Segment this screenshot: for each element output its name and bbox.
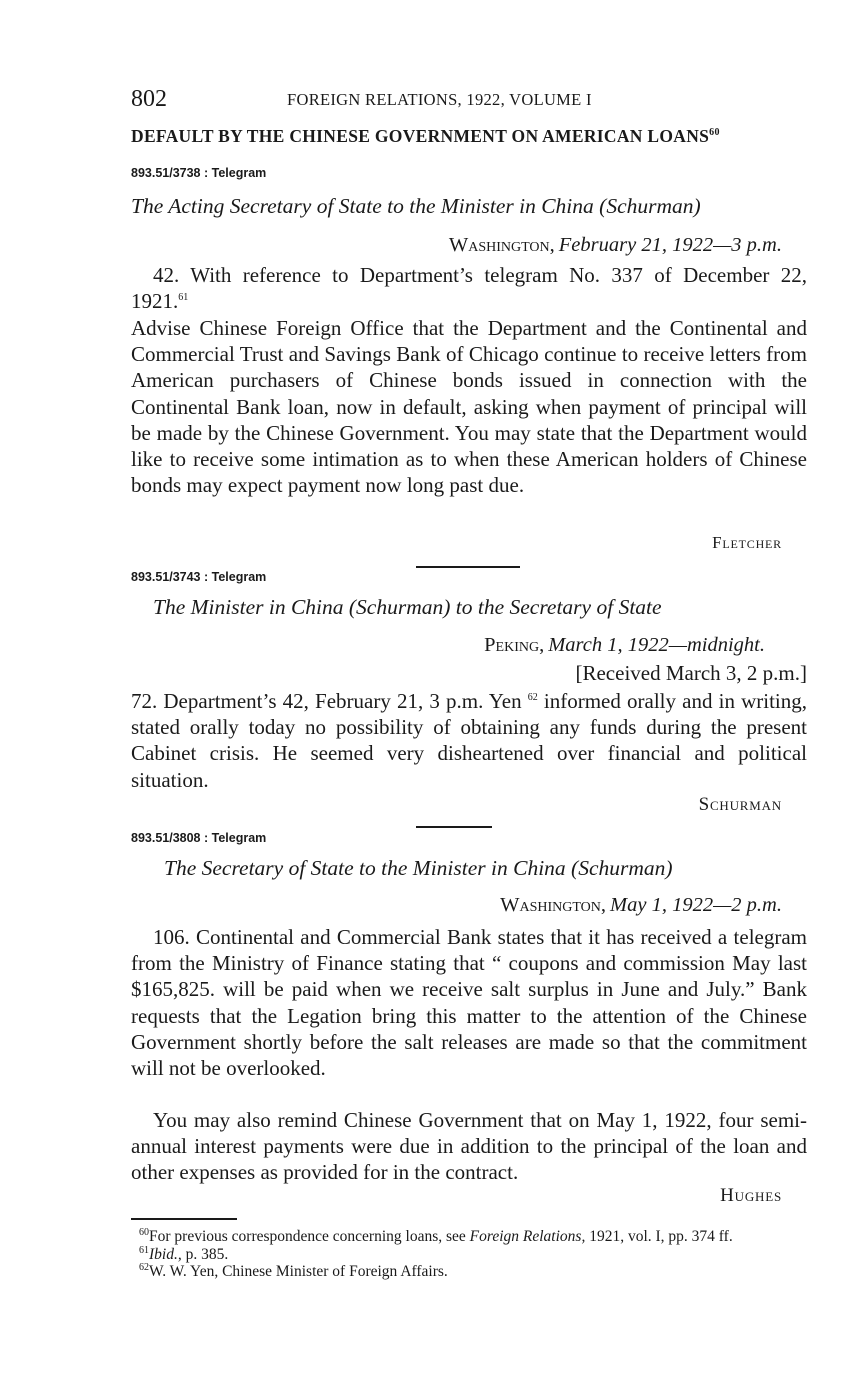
paragraph: You may also remind Chinese Government that on May 1, 1922, four semi-annual interest payments were due in addition to the principal of the loan and other expenses as provided for in the contract. [131,1108,807,1185]
dateline-place: Washington, [500,894,607,916]
footnote-text: p. 385. [181,1245,229,1263]
footnote-ref: 62 [527,692,538,703]
page [131,86,807,1280]
footnote-text: 1921, vol. I, pp. 374 ff. [585,1228,733,1245]
document-heading: The Minister in China (Schurman) to the Secretary of State [153,595,662,619]
paragraph-text: informed orally and in writing, stated orally today no possibility of obtaining any funds during the present Cabinet crisis. He seemed very disheartened over financial and political situation. [131,689,807,792]
chapter-title [131,126,807,147]
footnote-number: 62 [139,1261,149,1273]
file-reference: 893.51/3738 : Telegram [131,166,267,180]
footnote-italic: Foreign Relations, [469,1228,586,1245]
received-note: [Received March 3, 2 p.m.] [575,661,807,685]
footnote [131,1228,807,1246]
signature: Fletcher [712,533,782,552]
section-divider [416,826,492,828]
paragraph [131,262,807,314]
footnote-number: 60 [139,1226,149,1238]
signature: Hughes [720,1185,782,1206]
signature: Schurman [698,794,782,815]
dateline-place: Washington, [448,234,555,256]
dateline [484,634,765,657]
section-divider [416,566,520,568]
footnote-ref: 60 [709,127,720,139]
footnotes [131,1228,807,1281]
chapter-title-text: DEFAULT BY THE CHINESE GOVERNMENT ON AMERICAN LOANS [131,126,710,146]
document-heading: The Secretary of State to the Minister in China (Schurman) [164,856,673,880]
dateline [500,894,782,917]
file-reference: 893.51/3743 : Telegram [131,570,267,584]
paragraph-text: 72. Department’s 42, February 21, 3 p.m. Yen [131,689,522,713]
dateline-date: May 1, 1922—2 p.m. [610,894,782,916]
file-reference: 893.51/3808 : Telegram [131,831,267,845]
paragraph: Advise Chinese Foreign Office that the Department and the Continental and Commercial Trust and Savings Bank of Chicago continue to receive letters from American purchasers of Chinese bonds issued in connection with the Continental Bank loan, now in default, asking when payment of principal will be made by the Chinese Government. You may state that the Department would like to receive some intimation as to when these American holders of Chinese bonds may expect payment now long past due. [131,316,807,498]
journal-title: FOREIGN RELATIONS, 1922, VOLUME I [287,90,592,109]
dateline [449,234,782,257]
paragraph-text: 42. With reference to Department’s telegram No. 337 of December 22, 1921. [131,263,807,314]
paragraph: 106. Continental and Commercial Bank states that it has received a telegram from the Ministry of Finance stating that “ coupons and commission May last $165,825. will be paid when we receive salt surplus in June and July.” Bank requests that the Legation bring this matter to the attention of the Chinese Government shortly before the salt releases are made so that the commitment will not be overlooked. [131,925,807,1081]
dateline-date: February 21, 1922—3 p.m. [558,234,782,256]
dateline-place: Peking, [484,634,545,656]
dateline-date: March 1, 1922—midnight. [548,634,765,656]
running-head [131,86,807,114]
footnote [131,1246,807,1264]
footnote-ref: 61 [178,292,189,304]
footnote-text: For previous correspondence concerning loans, see [149,1228,470,1245]
footnote-rule [131,1218,237,1220]
page-number: 802 [131,86,167,112]
footnote [131,1263,807,1281]
paragraph [131,688,807,793]
footnote-italic: Ibid., [149,1245,182,1263]
footnote-number: 61 [139,1244,149,1256]
document-heading: The Acting Secretary of State to the Minister in China (Schurman) [131,194,701,218]
footnote-text: W. W. Yen, Chinese Minister of Foreign Affairs. [149,1263,448,1280]
